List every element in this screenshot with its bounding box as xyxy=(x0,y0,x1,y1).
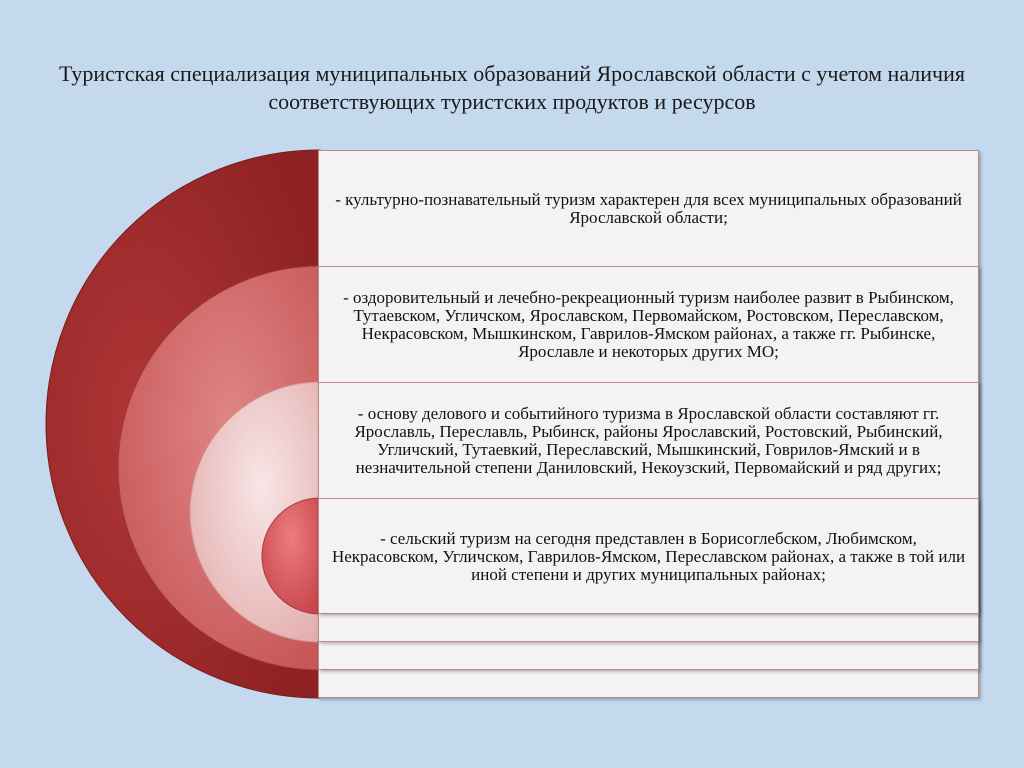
item-rural-tourism: - сельский туризм на сегодня представлен в Борисоглебском, Любимском, Некрасовском, Угличском, Гаврилов-Ямском, Переславском районах, а также в той или иной степени и других муниципальных районах; xyxy=(331,529,966,584)
item-health-tourism: - оздоровительный и лечебно-рекреационный туризм наиболее развит в Рыбинском, Тутаевском, Угличском, Ярославском, Первомайском, Ростовском, Переславском, Некрасовском, Мышкинском, Гаврилов-Ямском районах, а также гг. Рыбинске, Ярославле и некоторых других МО; xyxy=(343,288,954,361)
item-business-tourism: - основу делового и событийного туризма в Ярославской области составляют гг. Ярославль, Переславль, Рыбинск, районы Ярославский, Ростовский, Рыбинский, Угличский, Тутаевкий, Переславский, Мышкинский, Говрилов-Ямский и в незначительной степени Даниловский, Некоузский, Первомайский и ряд других; xyxy=(354,404,943,477)
slide-title: Туристская специализация муниципальных образований Ярославской области с учетом наличия соответствующих туристских продуктов и ресурсов xyxy=(59,61,965,114)
item-cultural-tourism: - культурно-познавательный туризм характерен для всех муниципальных образований Ярославской области; xyxy=(335,190,962,227)
